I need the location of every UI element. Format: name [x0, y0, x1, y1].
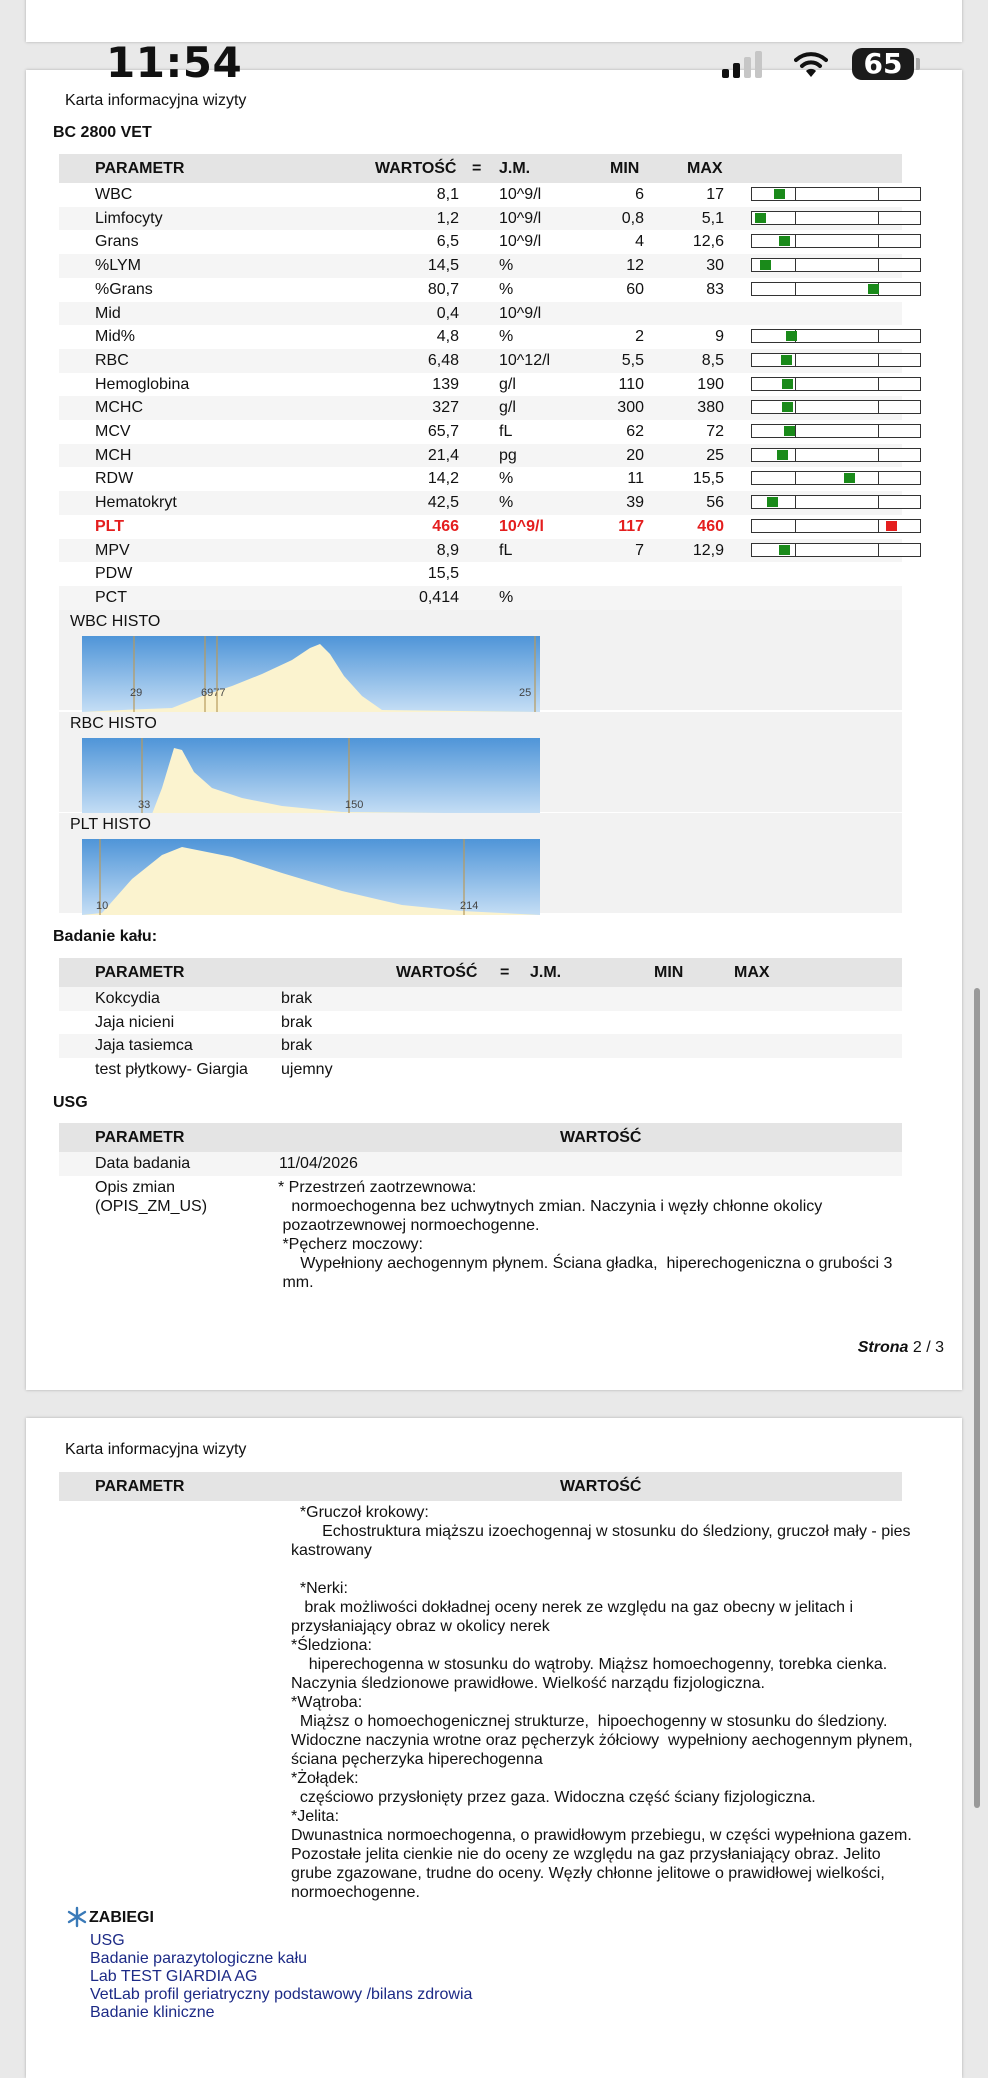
blood-row-mchc — [59, 396, 902, 420]
stool-param-name: Jaja tasiemca — [95, 1037, 193, 1055]
range-bar — [751, 448, 921, 462]
status-time: 11:54 — [106, 38, 243, 87]
param-max: 12,6 — [692, 233, 724, 251]
range-bar — [751, 234, 921, 248]
range-bar — [751, 353, 921, 367]
param-min: 0,8 — [621, 209, 644, 227]
param-value: 14,5 — [427, 257, 459, 275]
range-bar — [751, 424, 921, 438]
histogram-background — [82, 738, 540, 814]
blood-row-mid — [59, 302, 902, 326]
blood-table-header: PARAMETR WARTOŚĆ = J.M. MIN MAX — [59, 154, 902, 183]
param-name: MCV — [95, 423, 131, 440]
zabieg-link[interactable]: Badanie parazytologiczne kału — [90, 1950, 308, 1967]
histogram-title: WBC HISTO — [70, 613, 161, 630]
param-name: MPV — [95, 541, 130, 559]
param-unit: % — [499, 257, 514, 275]
range-marker — [779, 236, 790, 246]
param-value: 42,5 — [427, 494, 459, 512]
blood-row-limfocyty — [59, 207, 902, 231]
stool-row — [59, 1034, 902, 1058]
param-value: 0,4 — [436, 304, 459, 322]
blood-row-plt — [59, 515, 902, 539]
param-name: PCT — [95, 588, 127, 606]
blood-row-wbc — [59, 183, 902, 207]
zabiegi-title: ZABIEGI — [89, 1909, 154, 1926]
param-value: 80,7 — [427, 280, 459, 298]
usg-table-header: PARAMETR WARTOŚĆ — [59, 1123, 902, 1152]
wifi-icon — [794, 50, 828, 78]
range-marker — [868, 284, 879, 294]
param-value: 8,1 — [436, 186, 459, 203]
battery-indicator: 65 — [852, 48, 914, 80]
param-unit: 10^9/l — [499, 304, 542, 322]
zabieg-link[interactable]: USG — [90, 1932, 125, 1949]
param-min: 110 — [618, 375, 644, 393]
range-marker — [779, 545, 790, 555]
param-unit: g/l — [499, 399, 516, 417]
param-max: 460 — [697, 517, 724, 535]
param-max: 30 — [706, 257, 724, 275]
param-value: 6,48 — [427, 351, 459, 369]
param-name: Hematokryt — [95, 494, 177, 512]
param-min: 6 — [635, 186, 644, 203]
stool-param-value: ujemny — [281, 1061, 333, 1079]
histogram-marker-label: 214 — [460, 900, 479, 912]
histogram-marker-label: 33 — [138, 799, 151, 811]
page-3-table-header: PARAMETR WARTOŚĆ — [59, 1472, 902, 1501]
param-unit: % — [499, 494, 514, 512]
blood-row-pct — [59, 586, 902, 610]
param-max: 380 — [697, 399, 724, 417]
blood-row-pdw — [59, 562, 902, 586]
param-value: 65,7 — [427, 423, 459, 440]
param-max: 83 — [706, 280, 724, 298]
zabieg-link[interactable]: Badanie kliniczne — [90, 2004, 215, 2021]
param-min: 20 — [626, 446, 644, 464]
stool-param-value: brak — [281, 1037, 313, 1055]
blood-row-rbc — [59, 349, 902, 373]
param-max: 12,9 — [692, 541, 724, 559]
range-marker — [782, 379, 793, 389]
param-value: 14,2 — [427, 470, 459, 488]
param-unit: 10^9/l — [499, 209, 542, 227]
blood-row-mcv — [59, 420, 902, 444]
stool-table-header: PARAMETR WARTOŚĆ = J.M. MIN MAX — [59, 958, 902, 987]
param-min: 11 — [627, 470, 644, 488]
param-max: 8,5 — [701, 351, 724, 369]
param-name: MCHC — [95, 399, 143, 417]
range-marker — [782, 402, 793, 412]
param-name: Mid — [95, 304, 121, 322]
param-value: 15,5 — [427, 565, 459, 583]
blood-row-mid- — [59, 325, 902, 349]
param-max: 72 — [706, 423, 724, 440]
range-marker — [767, 497, 778, 507]
histogram-chart — [82, 738, 540, 814]
param-min: 7 — [635, 541, 644, 559]
param-name: RDW — [95, 470, 134, 488]
param-min: 117 — [618, 517, 644, 535]
histogram-marker-label: 10 — [96, 900, 109, 912]
device-title: BC 2800 VET — [53, 124, 152, 141]
param-min: 300 — [617, 399, 644, 417]
zabieg-link[interactable]: Lab TEST GIARDIA AG — [90, 1968, 258, 1985]
range-bar — [751, 543, 921, 557]
param-value: 8,9 — [436, 541, 459, 559]
range-bar — [751, 377, 921, 391]
range-bar — [751, 519, 921, 533]
param-unit: g/l — [499, 375, 516, 393]
range-bar — [751, 282, 921, 296]
blood-row--grans — [59, 278, 902, 302]
range-marker — [755, 213, 766, 223]
param-value: 4,8 — [436, 328, 459, 346]
param-min: 4 — [635, 233, 644, 251]
blood-row-hemoglobina — [59, 373, 902, 397]
stool-param-name: Kokcydia — [95, 990, 160, 1007]
param-unit: % — [499, 588, 514, 606]
param-unit: 10^12/l — [499, 351, 551, 369]
usg-opis-label: Opis zmian (OPIS_ZM_US) — [95, 1179, 208, 1215]
param-max: 9 — [715, 328, 724, 346]
scrollbar[interactable] — [974, 988, 980, 1808]
param-unit: pg — [499, 446, 517, 464]
asterisk-icon — [66, 1906, 88, 1928]
param-value: 466 — [432, 517, 459, 535]
param-min: 2 — [635, 328, 644, 346]
histogram-chart — [82, 839, 540, 915]
param-max: 25 — [706, 446, 724, 464]
histogram-marker-label: 25 — [519, 687, 532, 699]
param-max: 5,1 — [701, 209, 724, 227]
param-name: Mid% — [95, 328, 136, 346]
range-marker — [774, 189, 785, 199]
range-marker — [844, 473, 855, 483]
param-unit: 10^9/l — [499, 186, 542, 203]
zabieg-link[interactable]: VetLab profil geriatryczny podstawowy /bilans zdrowia — [90, 1986, 473, 2003]
param-name: WBC — [95, 186, 133, 203]
param-unit: % — [499, 328, 514, 346]
stool-param-value: brak — [281, 990, 313, 1007]
blood-row-mch — [59, 444, 902, 468]
histogram-chart — [82, 636, 540, 712]
param-unit: fL — [499, 541, 513, 559]
page-3-title: Karta informacyjna wizyty — [65, 1441, 247, 1458]
range-marker — [784, 426, 795, 436]
param-min: 62 — [626, 423, 644, 440]
param-name: %LYM — [95, 257, 141, 275]
param-min: 39 — [626, 494, 644, 512]
param-name: MCH — [95, 446, 132, 464]
param-unit: % — [499, 280, 514, 298]
page-2-footer: Strona 2 / 3 — [857, 1339, 944, 1356]
param-name: RBC — [95, 351, 129, 369]
stool-row — [59, 1011, 902, 1035]
range-marker — [886, 521, 897, 531]
stool-param-name: test płytkowy- Giargia — [95, 1061, 248, 1079]
param-value: 0,414 — [418, 588, 459, 606]
status-bar — [0, 0, 988, 90]
stool-param-name: Jaja nicieni — [95, 1013, 175, 1031]
histogram-title: PLT HISTO — [70, 816, 151, 833]
param-max: 17 — [706, 186, 724, 203]
stool-param-value: brak — [281, 1013, 313, 1031]
param-unit: 10^9/l — [499, 517, 544, 535]
range-bar — [751, 258, 921, 272]
histogram-marker-label: 6977 — [201, 687, 226, 699]
range-bar — [751, 471, 921, 485]
range-bar — [751, 495, 921, 509]
param-unit: fL — [499, 423, 513, 440]
param-max: 56 — [706, 494, 724, 512]
range-bar — [751, 211, 921, 225]
param-max: 190 — [697, 375, 724, 393]
blood-row-grans — [59, 230, 902, 254]
blood-row-hematokryt — [59, 491, 902, 515]
range-marker — [777, 450, 788, 460]
param-name: PLT — [95, 517, 125, 535]
range-bar — [751, 187, 921, 201]
range-bar — [751, 329, 921, 343]
cellular-signal-icon — [722, 50, 762, 78]
param-name: Grans — [95, 233, 139, 251]
param-unit: % — [499, 470, 514, 488]
param-min: 60 — [626, 280, 644, 298]
stool-row — [59, 987, 902, 1011]
histogram-title: RBC HISTO — [70, 715, 157, 732]
param-max: 15,5 — [692, 470, 724, 488]
range-bar — [751, 400, 921, 414]
usg-opis-text: * Przestrzeń zaotrzewnowa: normoechogenna bez uchwytnych zmian. Naczynia i węzły chłonne okolicy pozaotrzewnowej normoechogenne. *Pęcherz moczowy: Wypełniony aechogennym płynem. Ściana gładka, hiperechogeniczna o grubości 3 mm. — [278, 1179, 893, 1291]
param-name: Limfocyty — [95, 209, 163, 227]
usg-opis-continued: *Gruczoł krokowy: Echostruktura miąższu izoechogennaj w stosunku do śledziony, gruczoł mały - pies kastrowany *Nerki: brak możliwości dokładnej oceny nerek ze względu na gaz obecny w jelitach i przysłaniający obraz w okolicy nerek *Śledziona: hiperechogenna w stosunku do wątroby. Miąższ homoechogenny, torebka cienka. Naczynia śledzionowe prawidłowe. Wielkość narządu fizjologiczna. *Wątroba: Miąższ o homoechogenicznej strukturze, hipoechogenny w stosunku do śledziony. Widoczne naczynia wrotne oraz pęcherzyk żółciowy wypełniony aechogennym płynem, ściana pęcherzyka hiperechogenna *Żołądek: częściowo przysłonięty przez gaza. Widoczna część ściany fizjologiczna. *Jelita: Dwunastnica normoechogenna, o prawidłowym przebiegu, w części wypełniona gazem. Pozostałe jelita cienkie nie do oceny ze względu na gaz przysłaniający obraz. Jelito grube zgazowane, trudne do oceny. Węzły chłonne jelitowe o prawidłowej wielkości, normoechogenne. — [291, 1504, 913, 1901]
param-name: %Grans — [95, 280, 153, 298]
stool-row — [59, 1058, 902, 1082]
param-value: 139 — [432, 375, 459, 393]
param-name: PDW — [95, 565, 133, 583]
range-marker — [786, 331, 797, 341]
histogram-marker-label: 29 — [130, 687, 143, 699]
param-value: 6,5 — [436, 233, 459, 251]
param-value: 21,4 — [427, 446, 459, 464]
blood-row-mpv — [59, 539, 902, 563]
blood-row--lym — [59, 254, 902, 278]
param-value: 327 — [432, 399, 459, 417]
page-title: Karta informacyjna wizyty — [65, 92, 247, 109]
param-min: 5,5 — [621, 351, 644, 369]
histogram-marker-label: 150 — [345, 799, 364, 811]
usg-date-row: Data badania 11/04/2026 — [59, 1152, 902, 1176]
blood-row-rdw — [59, 467, 902, 491]
range-marker — [760, 260, 771, 270]
param-name: Hemoglobina — [95, 375, 190, 393]
stool-section-title: Badanie kału: — [53, 928, 158, 945]
range-marker — [781, 355, 792, 365]
param-min: 12 — [626, 257, 644, 275]
param-value: 1,2 — [436, 209, 459, 227]
param-unit: 10^9/l — [499, 233, 542, 251]
usg-section-title: USG — [53, 1094, 88, 1111]
